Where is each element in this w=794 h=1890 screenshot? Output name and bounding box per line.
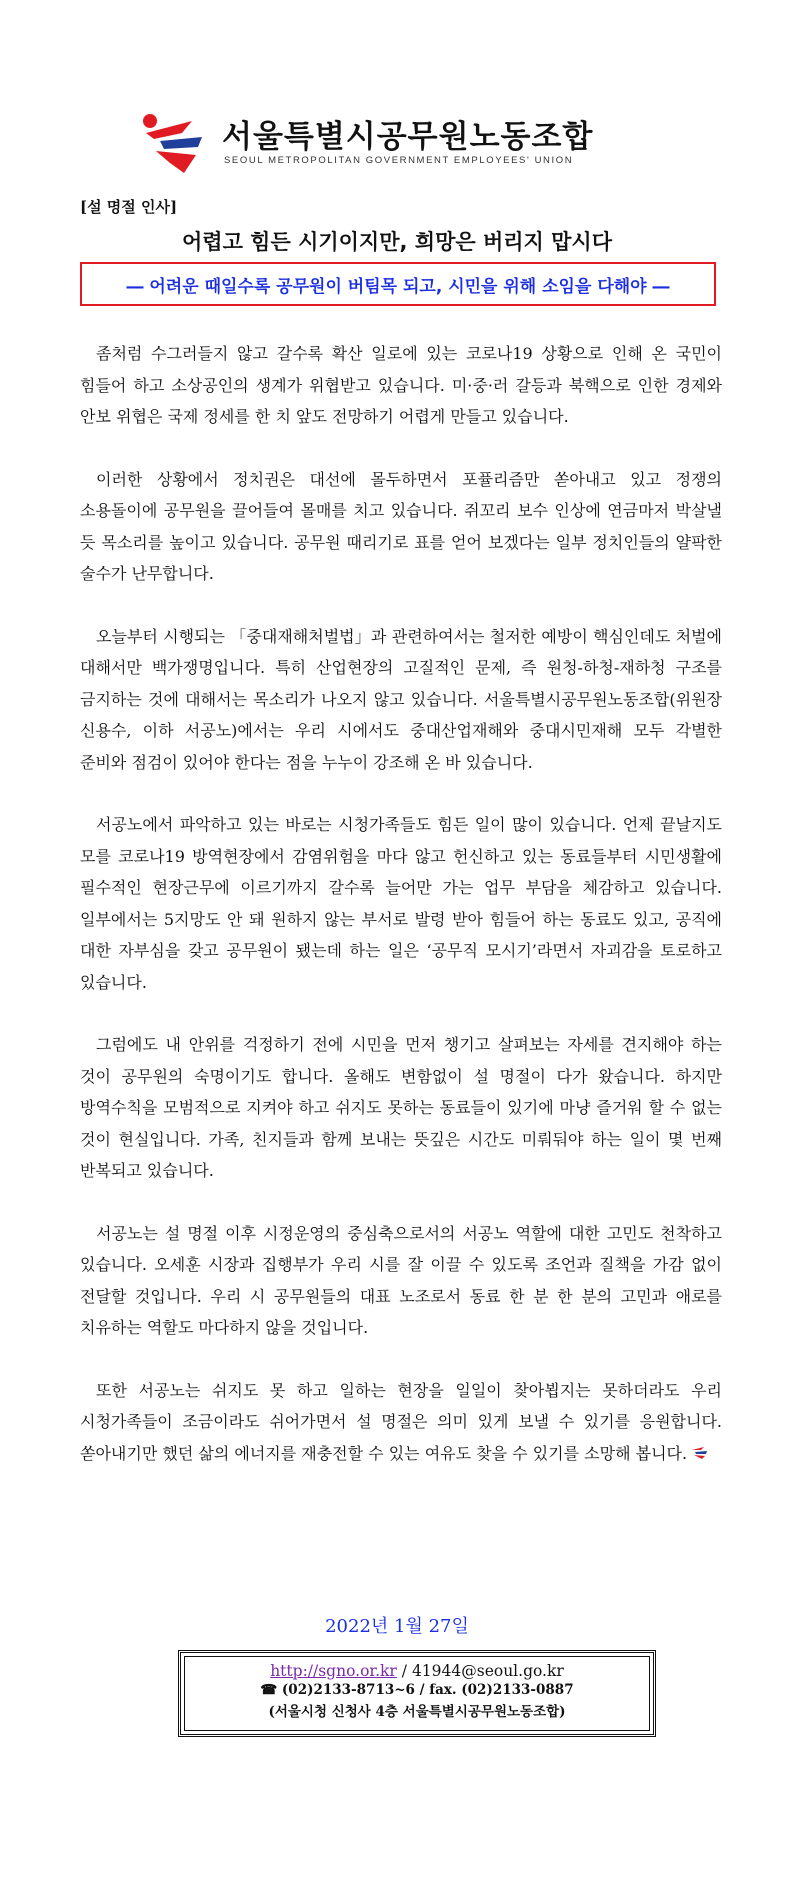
separator: / <box>396 1662 412 1680</box>
union-mini-logo-icon <box>691 1446 709 1460</box>
address-line: (서울시청 신청사 4층 서울특별시공무원노동조합) <box>268 1704 566 1720</box>
body-paragraph: 오늘부터 시행되는 「중대재해처벌법」과 관련하여서는 철저한 예방이 핵심인데도 처벌에 대해서만 백가쟁명입니다. 특히 산업현장의 고질적인 문제, 즉 원청-하청-재하청 구조를 금지하는 것에 대해서는 목소리가 나오지 않고 있습니다. 서울특별시공무원노동조합(위원장 신용수, 이하 서공노)에서는 우리 시에서도 중대산업재해와 중대시민재해 모두 각별한 준비와 점검이 있어야 한다는 점을 누누이 강조해 온 바 있습니다. <box>80 626 722 772</box>
body-paragraph: 이러한 상황에서 정치권은 대선에 몰두하면서 포퓰리즘만 쏟아내고 있고 정쟁의 소용돌이에 공무원을 끌어들여 몰매를 치고 있습니다. 쥐꼬리 보수 인상에 연금마저 박살낼 듯 목소리를 높이고 있습니다. 공무원 때리기로 표를 얻어 보겠다는 일부 정치인들의 얄팍한 술수가 난무합니다. <box>80 469 722 583</box>
body-paragraph-last <box>80 1375 722 1470</box>
body-paragraph: 그럼에도 내 안위를 걱정하기 전에 시민을 먼저 챙기고 살펴보는 자세를 견지해야 하는 것이 공무원의 숙명이기도 합니다. 올해도 변함없이 설 명절이 다가 왔습니다. 하지만 방역수칙을 모범적으로 지켜야 하고 쉬지도 못하는 동료들이 있기에 마냥 즐거워 할 수 없는 것이 현실입니다. 가족, 친지들과 함께 보내는 뜻깊은 시간도 미뤄둬야 하는 일이 몇 번째 반복되고 있습니다. <box>80 1035 722 1180</box>
headline: 어렵고 힘든 시기이지만, 희망은 버리지 맙시다 <box>182 230 612 254</box>
contact-web-line <box>181 1662 653 1680</box>
email-text: 41944@seoul.go.kr <box>411 1662 564 1680</box>
body-paragraph-text: 또한 서공노는 쉬지도 못 하고 일하는 현장을 일일이 찾아뵙지는 못하더라도 우리 시청가족들이 조금이라도 쉬어가면서 설 명절은 의미 있게 보낼 수 있기를 응원합니다. 쏟아내기만 했던 삶의 에너지를 재충전할 수 있는 여유도 찾을 수 있기를 소망해 봅니다. <box>80 1380 722 1463</box>
contact-footer <box>178 1650 656 1737</box>
union-logo-icon <box>140 111 210 179</box>
letter-body <box>80 338 722 1469</box>
phone-line: ☎ (02)2133-8713~6 / fax. (02)2133-0887 <box>260 1682 574 1698</box>
org-name-english: SEOUL METROPOLITAN GOVERNMENT EMPLOYEES' UNION <box>224 155 574 166</box>
website-link[interactable]: http://sgno.or.kr <box>270 1662 397 1680</box>
subtitle-box <box>80 262 716 306</box>
body-paragraph: 서공노는 설 명절 이후 시정운영의 중심축으로서의 서공노 역할에 대한 고민도 천착하고 있습니다. 오세훈 시장과 집행부가 우리 시를 잘 이끌 수 있도록 조언과 질책을 가감 없이 전달할 것입니다. 우리 시 공무원들의 대표 노조로서 동료 한 분 한 분의 고민과 애로를 치유하는 역할도 마다하지 않을 것입니다. <box>80 1223 722 1337</box>
issue-date: 2022년 1월 27일 <box>325 1616 469 1637</box>
body-paragraph: 서공노에서 파악하고 있는 바로는 시청가족들도 힘든 일이 많이 있습니다. 언제 끝날지도 모를 코로나19 방역현장에서 감염위험을 마다 않고 헌신하고 있는 동료들부터 시민생활에 필수적인 현장근무에 이르기까지 갈수록 늘어만 가는 업무 부담을 체감하고 있습니다. 일부에서는 5지망도 안 돼 원하지 않는 부서로 발령 받아 힘들어 하는 동료도 있고, 공직에 대한 자부심을 갖고 공무원이 됐는데 하는 일은 ‘공무직 모시기’라면서 자괴감을 토로하고 있습니다. <box>80 815 722 992</box>
category-label: [설 명절 인사] <box>80 198 178 216</box>
org-name: 서울특별시공무원노동조합 <box>222 119 594 155</box>
subtitle: ― 어려운 때일수록 공무원이 버팀목 되고, 시민을 위해 소임을 다해야 ― <box>126 276 670 297</box>
letterhead <box>140 105 660 180</box>
body-paragraph: 좀처럼 수그러들지 않고 갈수록 확산 일로에 있는 코로나19 상황으로 인해 온 국민이 힘들어 하고 소상공인의 생계가 위협받고 있습니다. 미·중·러 갈등과 북핵으로 인한 경제와 안보 위협은 국제 정세를 한 치 앞도 전망하기 어렵게 만들고 있습니다. <box>80 344 722 426</box>
